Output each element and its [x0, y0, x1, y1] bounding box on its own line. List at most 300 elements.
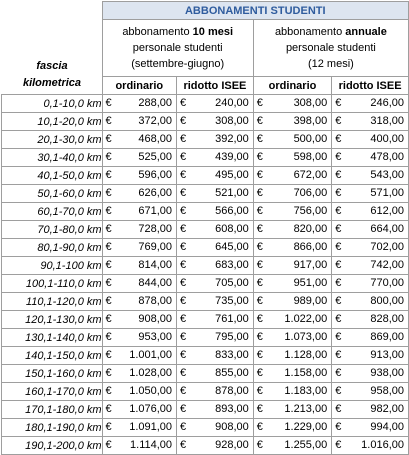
euro-sign: €	[335, 259, 342, 271]
price-value: 664,00	[370, 223, 404, 235]
price-value: 683,00	[215, 259, 249, 271]
price-ridotto-annuale	[332, 185, 409, 203]
euro-sign: €	[335, 133, 342, 145]
euro-sign: €	[180, 385, 187, 397]
euro-sign: €	[180, 277, 187, 289]
price-ordinario-annuale	[253, 311, 331, 329]
price-ordinario-annuale	[253, 257, 331, 275]
price-value: 246,00	[370, 97, 404, 109]
col-ridotto-annuale: ridotto ISEE	[332, 77, 409, 95]
euro-sign: €	[335, 223, 342, 235]
price-value: 645,00	[215, 241, 249, 253]
euro-sign: €	[105, 115, 112, 127]
table-row	[2, 203, 409, 221]
price-ridotto-10-mesi	[177, 437, 254, 455]
price-ordinario-10-mesi	[102, 257, 177, 275]
price-ridotto-annuale	[332, 401, 409, 419]
price-value: 866,00	[293, 241, 328, 253]
euro-sign: €	[180, 313, 187, 325]
price-ordinario-annuale	[253, 149, 331, 167]
price-value: 400,00	[370, 133, 404, 145]
price-ridotto-annuale	[332, 257, 409, 275]
distance-range: 50,1-60,0 km	[2, 185, 103, 203]
price-ridotto-annuale	[332, 95, 409, 113]
price-value: 938,00	[370, 367, 404, 379]
price-value: 994,00	[370, 421, 404, 433]
price-value: 392,00	[215, 133, 249, 145]
euro-sign: €	[180, 223, 187, 235]
price-ordinario-annuale	[253, 221, 331, 239]
plan-annuale-line3: (12 mesi)	[307, 58, 354, 70]
euro-sign: €	[105, 169, 112, 181]
table-row	[2, 275, 409, 293]
euro-sign: €	[256, 97, 263, 109]
euro-sign: €	[256, 295, 263, 307]
price-ridotto-annuale	[332, 329, 409, 347]
euro-sign: €	[105, 187, 112, 199]
euro-sign: €	[256, 349, 263, 361]
price-value: 671,00	[138, 205, 173, 217]
fare-rows	[2, 95, 409, 455]
row-label	[2, 58, 102, 92]
table-row	[2, 185, 409, 203]
table-row	[2, 221, 409, 239]
price-value: 1.229,00	[284, 421, 328, 433]
euro-sign: €	[180, 241, 187, 253]
euro-sign: €	[256, 439, 263, 451]
table-row	[2, 365, 409, 383]
price-ridotto-10-mesi	[177, 383, 254, 401]
price-value: 833,00	[215, 349, 249, 361]
table-row	[2, 149, 409, 167]
price-value: 318,00	[370, 115, 404, 127]
distance-range: 10,1-20,0 km	[2, 113, 103, 131]
price-ridotto-annuale	[332, 149, 409, 167]
euro-sign: €	[105, 385, 112, 397]
euro-sign: €	[180, 421, 187, 433]
price-ordinario-annuale	[253, 113, 331, 131]
price-ridotto-annuale	[332, 383, 409, 401]
euro-sign: €	[105, 97, 112, 109]
table-row	[2, 113, 409, 131]
euro-sign: €	[256, 331, 263, 343]
euro-sign: €	[256, 403, 263, 415]
price-value: 612,00	[370, 205, 404, 217]
euro-sign: €	[180, 151, 187, 163]
price-ordinario-10-mesi	[102, 239, 177, 257]
price-ordinario-annuale	[253, 203, 331, 221]
euro-sign: €	[105, 133, 112, 145]
price-ridotto-annuale	[332, 347, 409, 365]
euro-sign: €	[180, 205, 187, 217]
row-label-line2: kilometrica	[22, 77, 82, 89]
euro-sign: €	[256, 205, 263, 217]
euro-sign: €	[105, 439, 112, 451]
euro-sign: €	[256, 241, 263, 253]
price-ordinario-10-mesi	[102, 275, 177, 293]
price-ordinario-annuale	[253, 401, 331, 419]
euro-sign: €	[180, 97, 187, 109]
price-value: 626,00	[138, 187, 173, 199]
euro-sign: €	[335, 367, 342, 379]
price-ordinario-annuale	[253, 419, 331, 437]
euro-sign: €	[335, 313, 342, 325]
price-value: 735,00	[215, 295, 249, 307]
plan-10-mesi-line2: personale studenti	[132, 42, 223, 54]
price-value: 844,00	[138, 277, 173, 289]
price-ordinario-10-mesi	[102, 329, 177, 347]
distance-range: 130,1-140,0 km	[2, 329, 103, 347]
price-ordinario-10-mesi	[102, 347, 177, 365]
euro-sign: €	[180, 115, 187, 127]
price-ridotto-10-mesi	[177, 419, 254, 437]
euro-sign: €	[335, 439, 342, 451]
price-value: 878,00	[215, 385, 249, 397]
price-value: 795,00	[215, 331, 249, 343]
distance-range: 110,1-120,0 km	[2, 293, 103, 311]
plan-annuale-line2: personale studenti	[285, 42, 376, 54]
euro-sign: €	[180, 331, 187, 343]
price-value: 908,00	[215, 421, 249, 433]
price-ridotto-10-mesi	[177, 149, 254, 167]
euro-sign: €	[335, 421, 342, 433]
price-value: 308,00	[293, 97, 328, 109]
price-ridotto-10-mesi	[177, 95, 254, 113]
euro-sign: €	[335, 277, 342, 289]
col-ordinario-annuale: ordinario	[253, 77, 331, 95]
price-ordinario-annuale	[253, 131, 331, 149]
euro-sign: €	[335, 331, 342, 343]
euro-sign: €	[256, 151, 263, 163]
price-value: 468,00	[138, 133, 173, 145]
price-ridotto-10-mesi	[177, 185, 254, 203]
price-ordinario-10-mesi	[102, 383, 177, 401]
distance-range: 100,1-110,0 km	[2, 275, 103, 293]
euro-sign: €	[105, 223, 112, 235]
price-ordinario-annuale	[253, 365, 331, 383]
price-ordinario-10-mesi	[102, 221, 177, 239]
distance-range: 120,1-130,0 km	[2, 311, 103, 329]
price-ridotto-10-mesi	[177, 131, 254, 149]
price-value: 728,00	[138, 223, 173, 235]
euro-sign: €	[256, 187, 263, 199]
price-ridotto-annuale	[332, 437, 409, 455]
price-value: 1.114,00	[130, 439, 173, 451]
plan-annuale-bold: annuale	[345, 26, 387, 38]
euro-sign: €	[335, 115, 342, 127]
price-value: 989,00	[293, 295, 328, 307]
price-value: 878,00	[138, 295, 173, 307]
euro-sign: €	[335, 169, 342, 181]
price-value: 1.255,00	[284, 439, 328, 451]
table-row	[2, 437, 409, 455]
distance-range: 160,1-170,0 km	[2, 383, 103, 401]
euro-sign: €	[105, 403, 112, 415]
table-row	[2, 311, 409, 329]
price-value: 958,00	[370, 385, 404, 397]
price-ordinario-10-mesi	[102, 419, 177, 437]
euro-sign: €	[105, 151, 112, 163]
euro-sign: €	[180, 133, 187, 145]
price-ordinario-10-mesi	[102, 311, 177, 329]
price-value: 308,00	[215, 115, 249, 127]
price-ordinario-annuale	[253, 239, 331, 257]
plan-10-mesi-prefix: abbonamento	[122, 26, 193, 38]
price-value: 1.183,00	[284, 385, 328, 397]
table-row	[2, 131, 409, 149]
price-ridotto-10-mesi	[177, 293, 254, 311]
price-ridotto-annuale	[332, 167, 409, 185]
distance-range: 140,1-150,0 km	[2, 347, 103, 365]
price-value: 913,00	[370, 349, 404, 361]
price-value: 917,00	[293, 259, 328, 271]
price-ridotto-annuale	[332, 203, 409, 221]
price-value: 820,00	[293, 223, 328, 235]
price-ordinario-annuale	[253, 185, 331, 203]
price-value: 1.073,00	[284, 331, 328, 343]
price-value: 596,00	[138, 169, 173, 181]
euro-sign: €	[335, 403, 342, 415]
euro-sign: €	[256, 169, 263, 181]
price-ordinario-10-mesi	[102, 185, 177, 203]
price-ordinario-10-mesi	[102, 131, 177, 149]
price-ordinario-10-mesi	[102, 149, 177, 167]
euro-sign: €	[180, 169, 187, 181]
price-value: 705,00	[215, 277, 249, 289]
distance-range: 20,1-30,0 km	[2, 131, 103, 149]
price-ordinario-10-mesi	[102, 95, 177, 113]
price-value: 893,00	[215, 403, 249, 415]
price-value: 478,00	[370, 151, 404, 163]
euro-sign: €	[180, 403, 187, 415]
price-value: 770,00	[370, 277, 404, 289]
price-ridotto-annuale	[332, 293, 409, 311]
price-ridotto-annuale	[332, 239, 409, 257]
euro-sign: €	[105, 205, 112, 217]
price-value: 372,00	[138, 115, 173, 127]
price-ridotto-10-mesi	[177, 311, 254, 329]
euro-sign: €	[335, 349, 342, 361]
price-ordinario-10-mesi	[102, 167, 177, 185]
euro-sign: €	[105, 259, 112, 271]
distance-range: 190,1-200,0 km	[2, 437, 103, 455]
price-ridotto-10-mesi	[177, 347, 254, 365]
price-value: 1.076,00	[129, 403, 173, 415]
row-label-line1: fascia	[36, 60, 68, 72]
price-value: 814,00	[138, 259, 173, 271]
price-value: 953,00	[138, 331, 173, 343]
price-ordinario-annuale	[253, 383, 331, 401]
price-ordinario-annuale	[253, 347, 331, 365]
price-value: 500,00	[293, 133, 328, 145]
price-value: 1.158,00	[284, 367, 328, 379]
euro-sign: €	[256, 313, 263, 325]
price-ordinario-annuale	[253, 293, 331, 311]
price-value: 855,00	[215, 367, 249, 379]
distance-range: 180,1-190,0 km	[2, 419, 103, 437]
price-value: 1.050,00	[129, 385, 173, 397]
price-value: 608,00	[215, 223, 249, 235]
price-value: 869,00	[370, 331, 404, 343]
price-value: 566,00	[215, 205, 249, 217]
euro-sign: €	[105, 295, 112, 307]
price-value: 756,00	[293, 205, 328, 217]
euro-sign: €	[335, 187, 342, 199]
euro-sign: €	[335, 151, 342, 163]
price-ridotto-10-mesi	[177, 365, 254, 383]
euro-sign: €	[335, 97, 342, 109]
euro-sign: €	[105, 421, 112, 433]
price-ridotto-10-mesi	[177, 257, 254, 275]
price-ridotto-10-mesi	[177, 329, 254, 347]
price-ordinario-annuale	[253, 275, 331, 293]
euro-sign: €	[180, 295, 187, 307]
euro-sign: €	[256, 367, 263, 379]
table-row	[2, 239, 409, 257]
price-value: 828,00	[370, 313, 404, 325]
price-ridotto-10-mesi	[177, 203, 254, 221]
euro-sign: €	[256, 421, 263, 433]
table-row	[2, 383, 409, 401]
table-row	[2, 95, 409, 113]
distance-range: 30,1-40,0 km	[2, 149, 103, 167]
plan-10-mesi-bold: 10 mesi	[192, 26, 234, 38]
euro-sign: €	[180, 439, 187, 451]
price-value: 521,00	[215, 187, 249, 199]
euro-sign: €	[105, 367, 112, 379]
table-title: ABBONAMENTI STUDENTI	[102, 2, 408, 20]
col-ordinario-10-mesi: ordinario	[102, 77, 177, 95]
price-value: 982,00	[370, 403, 404, 415]
price-ordinario-10-mesi	[102, 293, 177, 311]
euro-sign: €	[256, 223, 263, 235]
plan-annuale	[253, 20, 408, 77]
euro-sign: €	[105, 313, 112, 325]
table-row	[2, 167, 409, 185]
price-value: 928,00	[215, 439, 249, 451]
price-value: 240,00	[215, 97, 249, 109]
euro-sign: €	[256, 277, 263, 289]
price-ordinario-10-mesi	[102, 203, 177, 221]
price-ridotto-annuale	[332, 275, 409, 293]
distance-range: 60,1-70,0 km	[2, 203, 103, 221]
price-ordinario-10-mesi	[102, 437, 177, 455]
table-row	[2, 401, 409, 419]
price-ordinario-annuale	[253, 167, 331, 185]
euro-sign: €	[256, 259, 263, 271]
price-value: 742,00	[370, 259, 404, 271]
price-value: 761,00	[215, 313, 249, 325]
price-ridotto-annuale	[332, 221, 409, 239]
table-row	[2, 419, 409, 437]
distance-range: 40,1-50,0 km	[2, 167, 103, 185]
euro-sign: €	[105, 241, 112, 253]
price-ordinario-annuale	[253, 437, 331, 455]
euro-sign: €	[180, 187, 187, 199]
euro-sign: €	[180, 367, 187, 379]
distance-range: 150,1-160,0 km	[2, 365, 103, 383]
euro-sign: €	[105, 277, 112, 289]
euro-sign: €	[256, 385, 263, 397]
price-ridotto-10-mesi	[177, 167, 254, 185]
price-value: 1.016,00	[361, 439, 404, 451]
price-value: 1.022,00	[284, 313, 328, 325]
price-value: 1.128,00	[284, 349, 328, 361]
price-value: 288,00	[138, 97, 173, 109]
table-row	[2, 329, 409, 347]
price-value: 951,00	[293, 277, 328, 289]
price-ridotto-annuale	[332, 365, 409, 383]
distance-range: 80,1-90,0 km	[2, 239, 103, 257]
price-ridotto-10-mesi	[177, 275, 254, 293]
plan-annuale-prefix: abbonamento	[274, 26, 346, 38]
price-value: 525,00	[138, 151, 173, 163]
euro-sign: €	[256, 115, 263, 127]
price-value: 800,00	[370, 295, 404, 307]
price-value: 1.028,00	[129, 367, 173, 379]
distance-range: 90,1-100 km	[2, 257, 103, 275]
plan-10-mesi	[102, 20, 253, 77]
price-ridotto-annuale	[332, 113, 409, 131]
euro-sign: €	[256, 133, 263, 145]
table-row	[2, 257, 409, 275]
price-value: 1.001,00	[129, 349, 173, 361]
euro-sign: €	[335, 385, 342, 397]
price-ordinario-10-mesi	[102, 401, 177, 419]
euro-sign: €	[335, 241, 342, 253]
price-ordinario-annuale	[253, 95, 331, 113]
price-ridotto-annuale	[332, 131, 409, 149]
price-value: 398,00	[293, 115, 328, 127]
price-value: 495,00	[215, 169, 249, 181]
distance-range: 0,1-10,0 km	[2, 95, 103, 113]
euro-sign: €	[180, 349, 187, 361]
price-ridotto-annuale	[332, 311, 409, 329]
euro-sign: €	[335, 205, 342, 217]
price-value: 908,00	[138, 313, 173, 325]
plan-10-mesi-line3: (settembre-giugno)	[131, 58, 225, 70]
price-value: 439,00	[215, 151, 249, 163]
price-value: 543,00	[370, 169, 404, 181]
price-ridotto-annuale	[332, 419, 409, 437]
price-value: 1.213,00	[284, 403, 328, 415]
price-ordinario-10-mesi	[102, 365, 177, 383]
price-ridotto-10-mesi	[177, 401, 254, 419]
price-ordinario-10-mesi	[102, 113, 177, 131]
price-ridotto-10-mesi	[177, 113, 254, 131]
price-value: 702,00	[370, 241, 404, 253]
title-row	[2, 2, 409, 20]
euro-sign: €	[105, 349, 112, 361]
distance-range: 170,1-180,0 km	[2, 401, 103, 419]
col-ridotto-10-mesi: ridotto ISEE	[177, 77, 254, 95]
price-value: 598,00	[293, 151, 328, 163]
price-ridotto-10-mesi	[177, 221, 254, 239]
price-value: 706,00	[293, 187, 328, 199]
euro-sign: €	[180, 259, 187, 271]
table-row	[2, 347, 409, 365]
distance-range: 70,1-80,0 km	[2, 221, 103, 239]
price-ordinario-annuale	[253, 329, 331, 347]
price-value: 1.091,00	[129, 421, 173, 433]
price-value: 672,00	[293, 169, 328, 181]
price-value: 769,00	[138, 241, 173, 253]
price-value: 571,00	[370, 187, 404, 199]
euro-sign: €	[335, 295, 342, 307]
price-ridotto-10-mesi	[177, 239, 254, 257]
euro-sign: €	[105, 331, 112, 343]
table-row	[2, 293, 409, 311]
